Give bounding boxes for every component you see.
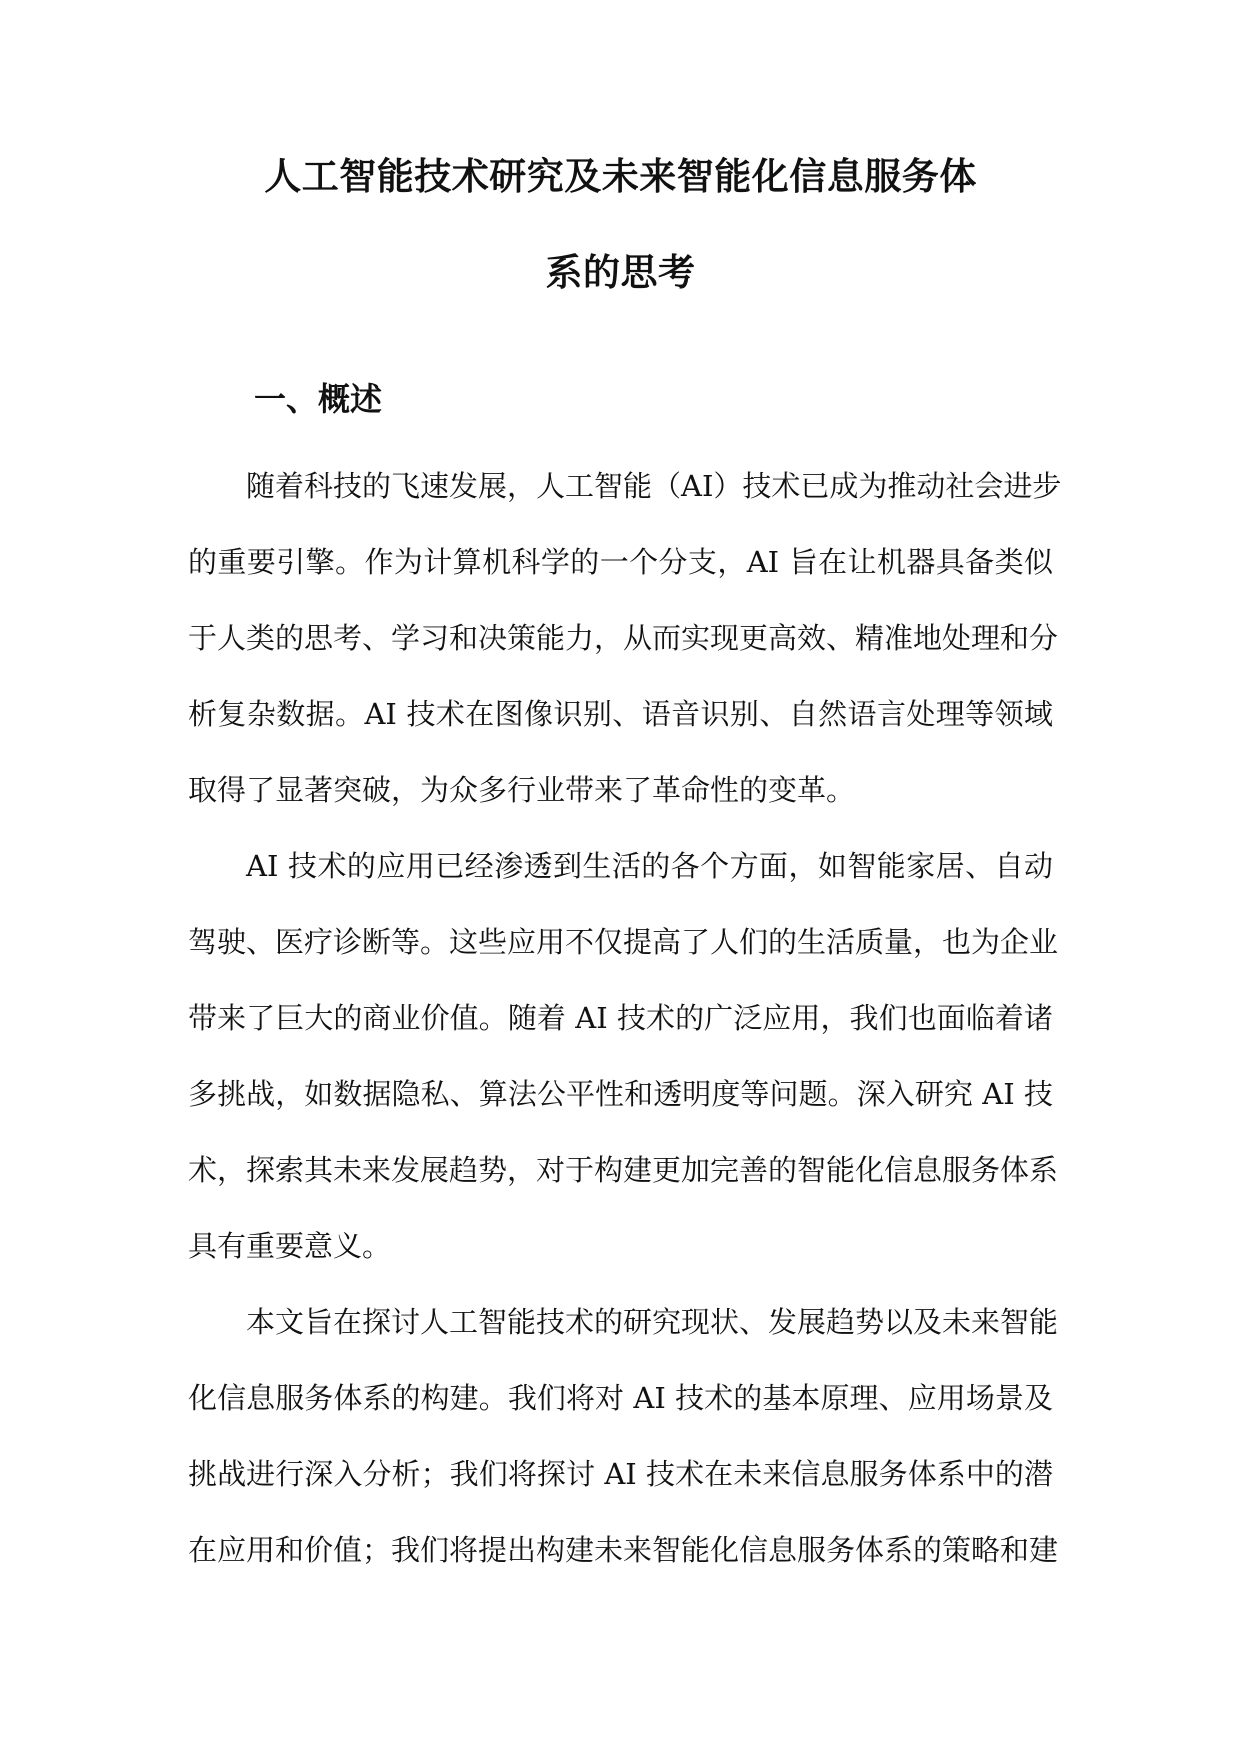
paragraph-3 xyxy=(188,1284,1059,1588)
paragraph-line: 于人类的思考、学习和决策能力，从而实现更高效、精准地处理和分 xyxy=(188,621,1059,655)
document-title-line-1: 人工智能技术研究及未来智能化信息服务体 xyxy=(264,155,977,198)
paragraph-line: 带来了巨大的商业价值。随着 AI 技术的广泛应用，我们也面临着诸 xyxy=(188,1001,1053,1035)
paragraph-line: 在应用和价值；我们将提出构建未来智能化信息服务体系的策略和建 xyxy=(188,1533,1059,1567)
paragraph-line: 取得了显著突破，为众多行业带来了革命性的变革。 xyxy=(188,773,856,807)
document-title-line-2: 系的思考 xyxy=(545,251,696,294)
paragraph-line: 具有重要意义。 xyxy=(188,1229,392,1263)
paragraph-line: 本文旨在探讨人工智能技术的研究现状、发展趋势以及未来智能 xyxy=(246,1305,1059,1339)
paragraph-1 xyxy=(188,448,1062,828)
section-heading-overview: 一、概述 xyxy=(254,380,383,418)
paragraph-line: 挑战进行深入分析；我们将探讨 AI 技术在未来信息服务体系中的潜 xyxy=(188,1457,1053,1491)
paragraph-line: 化信息服务体系的构建。我们将对 AI 技术的基本原理、应用场景及 xyxy=(188,1381,1053,1415)
paragraph-line: 的重要引擎。作为计算机科学的一个分支，AI 旨在让机器具备类似 xyxy=(188,545,1053,579)
paragraph-line: 析复杂数据。AI 技术在图像识别、语音识别、自然语言处理等领域 xyxy=(188,697,1053,731)
paragraph-line: 多挑战，如数据隐私、算法公平性和透明度等问题。深入研究 AI 技 xyxy=(188,1077,1053,1111)
paragraph-line: 术，探索其未来发展趋势，对于构建更加完善的智能化信息服务体系 xyxy=(188,1153,1059,1187)
paragraph-line: AI 技术的应用已经渗透到生活的各个方面，如智能家居、自动 xyxy=(246,849,1053,883)
paragraph-line: 随着科技的飞速发展，人工智能（AI）技术已成为推动社会进步 xyxy=(246,469,1062,503)
paragraph-2 xyxy=(188,828,1059,1284)
paragraph-line: 驾驶、医疗诊断等。这些应用不仅提高了人们的生活质量，也为企业 xyxy=(188,925,1059,959)
